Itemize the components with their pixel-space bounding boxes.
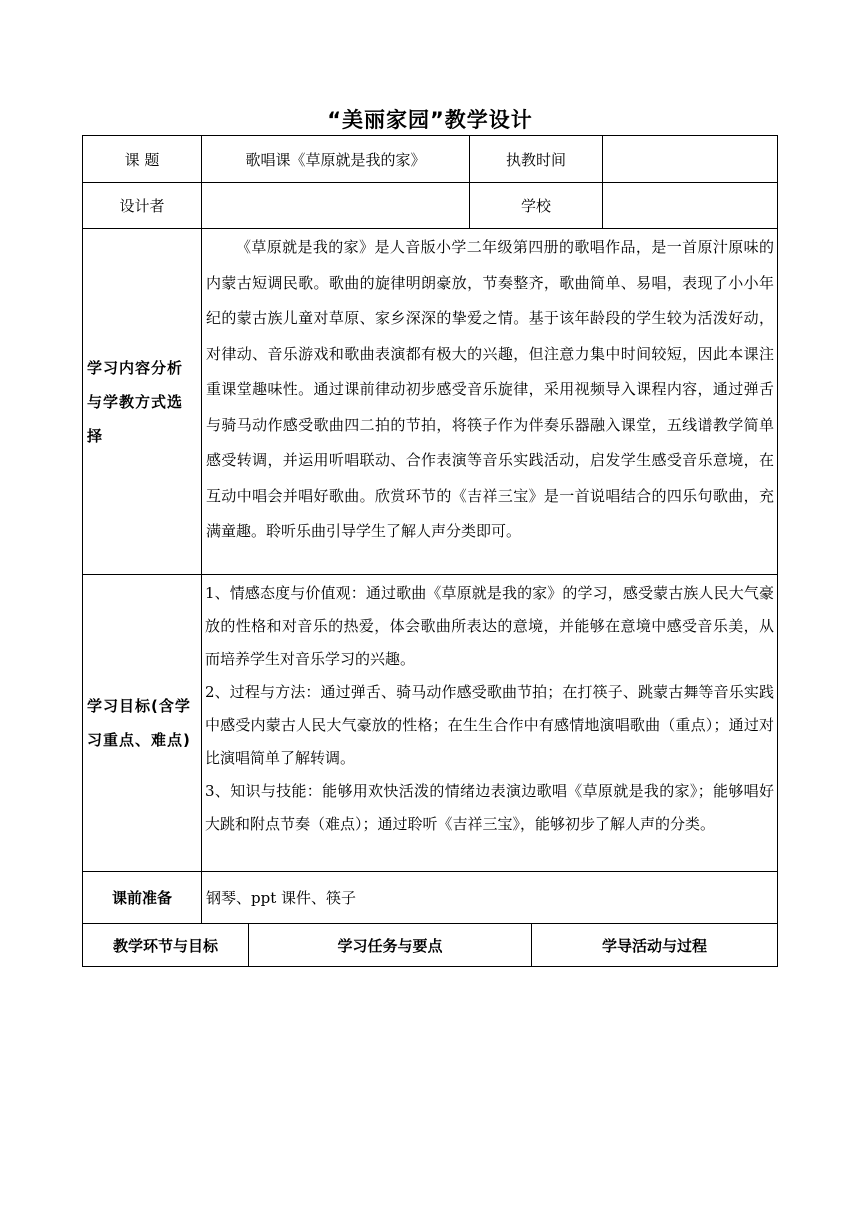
lesson-label: 课 题	[124, 150, 160, 169]
teaching-time-value	[602, 136, 777, 182]
school-value	[602, 182, 777, 228]
goal-item: 2、过程与方法：通过弹舌、骑马动作感受歌曲节拍；在打筷子、跳蒙古舞等音乐实践中感受内蒙古人民大气豪放的性格；在生生合作中有感情地演唱歌曲（重点）；通过对比演唱简单了解转调。	[205, 683, 774, 767]
lesson-plan-table	[82, 135, 778, 967]
school-label: 学校	[469, 182, 602, 228]
designer-label: 设计者	[83, 182, 201, 228]
goals-label: 学习目标(含学习重点、难点)	[87, 697, 191, 749]
designer-value	[201, 182, 469, 228]
header-teaching-stage: 教学环节与目标	[83, 923, 248, 966]
document-title: “美丽家园”教学设计	[327, 108, 533, 132]
lesson-value: 歌唱课《草原就是我的家》	[201, 136, 469, 182]
goal-item: 1、情感态度与价值观：通过歌曲《草原就是我的家》的学习，感受蒙古族人民大气豪放的性格和对音乐的热爱，体会歌曲所表达的意境，并能够在意境中感受音乐美，从而培养学生对音乐学习的兴趣。	[205, 584, 774, 668]
header-guided-activities: 学导活动与过程	[531, 923, 777, 966]
header-learning-tasks: 学习任务与要点	[248, 923, 531, 966]
analysis-text: 《草原就是我的家》是人音版小学二年级第四册的歌唱作品，是一首原汁原味的内蒙古短调民歌。歌曲的旋律明朗豪放，节奏整齐，歌曲简单、易唱，表现了小小年纪的蒙古族儿童对草原、家乡深深的挚爱之情。基于该年龄段的学生较为活泼好动，对律动、音乐游戏和歌曲表演都有极大的兴趣，但注意力集中时间较短，因此本课注重课堂趣味性。通过课前律动初步感受音乐旋律，采用视频导入课程内容，通过弹舌与骑马动作感受歌曲四二拍的节拍，将筷子作为伴奏乐器融入课堂，五线谱教学简单感受转调，并运用听唱联动、合作表演等音乐实践活动，启发学生感受音乐意境，在互动中唱会并唱好歌曲。欣赏环节的《吉祥三宝》是一首说唱结合的四乐句歌曲，充满童趣。聆听乐曲引导学生了解人声分类即可。	[206, 238, 774, 540]
prep-label: 课前准备	[83, 871, 201, 923]
teaching-time-label: 执教时间	[469, 136, 602, 182]
goal-item: 3、知识与技能：能够用欢快活泼的情绪边表演边歌唱《草原就是我的家》；能够唱好大跳和附点节奏（难点）；通过聆听《吉祥三宝》，能够初步了解人声的分类。	[205, 782, 774, 833]
prep-value: 钢琴、ppt 课件、筷子	[201, 871, 777, 923]
analysis-label: 学习内容分析与学教方式选择	[87, 358, 184, 445]
